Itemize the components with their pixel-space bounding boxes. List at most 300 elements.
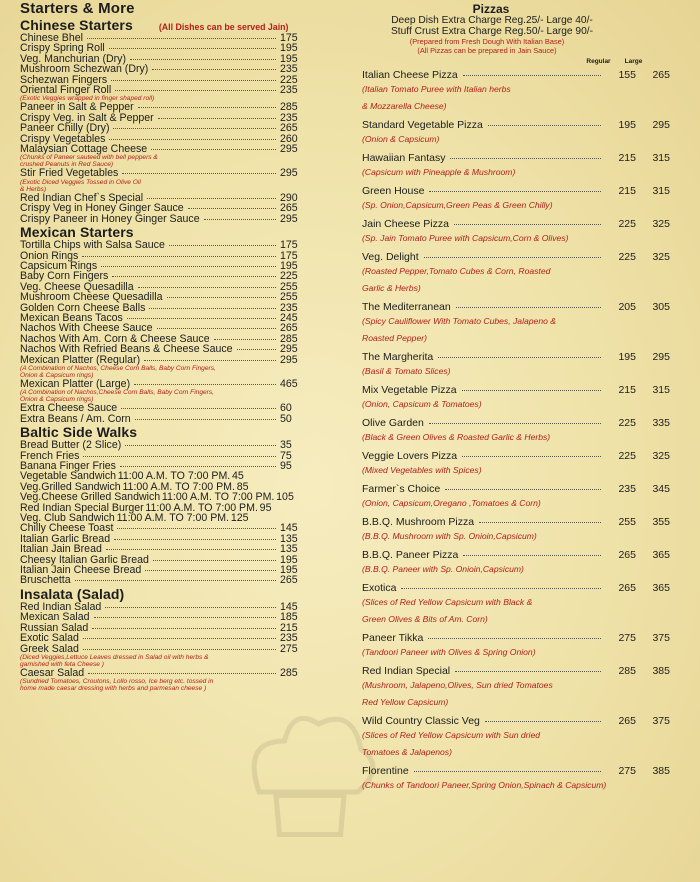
item-price: 95 — [259, 501, 272, 514]
pizza-description: (Slices of Red Yellow Capsicum with Black & — [362, 597, 533, 608]
item-description: crushed Peanuts in Red Sauce) — [20, 161, 114, 169]
item-name: Mexican Platter (Large) — [20, 377, 131, 390]
dot-leader — [214, 339, 276, 340]
pizza-item — [362, 516, 692, 545]
pizza-description: (Tandoori Paneer with Olives & Spring Onion) — [362, 647, 536, 658]
item-price: 275 — [280, 642, 298, 655]
large-price: 295 — [652, 351, 670, 364]
item-time: 11:00 A.M. TO 7:00 PM. — [161, 491, 275, 504]
starters-column — [20, 0, 320, 692]
regular-price: 155 — [618, 69, 636, 82]
item-price: 295 — [280, 167, 298, 180]
pizza-description: (Roasted Pepper,Tomato Cubes & Corn, Roasted — [362, 266, 551, 277]
pizza-row — [362, 251, 692, 263]
dot-leader — [204, 219, 276, 220]
item-price: 195 — [280, 259, 298, 272]
item-description: (A Combination of Nachos,Cheese Corn Balls, Baby Corn Fingers, — [20, 389, 214, 397]
menu-item — [20, 240, 320, 250]
item-name: Mushroom Cheese Quesadilla — [20, 291, 163, 304]
dot-leader — [167, 297, 277, 298]
regular-price: 265 — [618, 582, 636, 595]
pizza-row — [362, 301, 692, 313]
pizza-row — [362, 665, 692, 677]
pizza-description: Garlic & Herbs) — [362, 283, 421, 294]
pizza-item — [362, 417, 692, 446]
item-price: 45 — [232, 470, 244, 483]
dot-leader — [485, 721, 601, 722]
pizza-description: (Onion, Capsicum & Tomatoes) — [362, 399, 482, 410]
item-name: Caesar Salad — [20, 666, 85, 679]
large-price: 355 — [652, 516, 670, 529]
menu-item — [20, 355, 320, 365]
item-name: Crispy Spring Roll — [20, 42, 105, 55]
regular-price: 275 — [618, 765, 636, 778]
dot-leader — [152, 69, 276, 70]
section-title: Chinese Starters — [20, 17, 133, 33]
item-name: Nachos With Am. Corn & Cheese Sauce — [20, 332, 210, 345]
pizza-description: (Onion, Capsicum,Oregano ,Tomatoes & Corn) — [362, 498, 541, 509]
size-column-headers — [362, 58, 651, 65]
dot-leader — [479, 522, 601, 523]
item-name: Mushroom Schezwan (Dry) — [20, 63, 149, 76]
dot-leader — [429, 423, 601, 424]
item-name: Baby Corn Fingers — [20, 270, 109, 283]
regular-price: 265 — [618, 715, 636, 728]
dot-leader — [92, 628, 276, 629]
item-description: (Chunks of Paneer sauteed with bell peppers & — [20, 154, 158, 162]
pizza-item — [362, 665, 692, 711]
pizza-description: (Chunks of Tandoori Paneer,Spring Onion,Spinach & Capsicum) — [362, 780, 607, 791]
section-note: (All Dishes can be served Jain) — [158, 22, 289, 32]
pizza-row — [362, 715, 692, 727]
item-name: Paneer Chilly (Dry) — [20, 122, 110, 135]
pizza-name: The Margherita — [362, 351, 434, 364]
item-price: 285 — [280, 101, 298, 114]
dot-leader — [83, 649, 276, 650]
item-time: 11:00 A.M. TO 7:00 PM. — [122, 480, 235, 493]
dot-leader — [83, 638, 276, 639]
pizza-item — [362, 549, 692, 578]
item-name: Mexican Salad — [20, 611, 90, 624]
regular-price: 225 — [618, 450, 636, 463]
dot-leader — [117, 528, 276, 529]
dot-leader — [138, 287, 276, 288]
item-price: 235 — [280, 301, 298, 314]
dot-leader — [450, 158, 601, 159]
item-price: 285 — [280, 666, 298, 679]
item-description: (Sundried Tomatoes, Croutons, Lollo rosso, Ice berg etc. tossed in — [20, 678, 214, 686]
pizza-row — [362, 185, 692, 197]
large-price: 315 — [652, 384, 670, 397]
dot-leader — [130, 59, 276, 60]
dot-leader — [88, 673, 276, 674]
item-price: 215 — [280, 621, 298, 634]
dot-leader — [144, 360, 276, 361]
item-price: 135 — [280, 543, 298, 556]
item-description: (Exotic Diced Veggies Tossed in Olive Oil — [20, 178, 141, 186]
pizza-row — [362, 549, 692, 561]
pizza-name: The Mediterranean — [362, 301, 451, 314]
item-price: 265 — [280, 322, 298, 335]
pizza-row — [362, 582, 692, 594]
pizza-name: B.B.Q. Paneer Pizza — [362, 549, 459, 562]
regular-price: 225 — [618, 417, 636, 430]
pizza-description: (Sp. Jain Tomato Puree with Capsicum,Corn & Olives) — [362, 233, 569, 244]
dot-leader — [455, 671, 601, 672]
item-price: 195 — [280, 42, 298, 55]
pizza-name: Veg. Delight — [362, 251, 419, 264]
dot-leader — [145, 570, 276, 571]
section-header — [20, 424, 320, 440]
dot-leader — [120, 466, 276, 467]
dot-leader — [111, 80, 276, 81]
dot-leader — [83, 456, 276, 457]
item-price: 285 — [280, 332, 298, 345]
item-name: Red Indian Special Burger — [20, 501, 144, 514]
item-name: Red Indian Chef`s Special — [20, 191, 144, 204]
pizza-row — [362, 218, 692, 230]
pizza-item — [362, 185, 692, 214]
item-name: Mexican Platter (Regular) — [20, 353, 141, 366]
dot-leader — [151, 149, 276, 150]
item-name: Italian Garlic Bread — [20, 532, 111, 545]
regular-price: 275 — [618, 632, 636, 645]
item-time: 11:00 A.M. TO 7:00 PM. — [117, 470, 231, 483]
item-description: home made caesar dressing with herbs and parmesan cheese ) — [20, 685, 207, 693]
pizza-name: Standard Vegetable Pizza — [362, 119, 483, 132]
item-name: Golden Corn Cheese Balls — [20, 301, 146, 314]
pizza-name: Green House — [362, 185, 425, 198]
menu-item — [20, 644, 320, 654]
charge-note: Stuff Crust Extra Charge Reg.50/- Large 90/- — [391, 25, 593, 37]
large-price: 265 — [652, 69, 670, 82]
item-description: Onion & Capsicum rings) — [20, 371, 94, 379]
pizza-name: Italian Cheese Pizza — [362, 69, 458, 82]
dot-leader — [135, 419, 276, 420]
regular-price: 225 — [618, 218, 636, 231]
dot-leader — [188, 208, 276, 209]
item-price: 175 — [280, 32, 298, 44]
item-name: Veg. Club Sandwich — [20, 512, 115, 525]
regular-price: 225 — [618, 251, 636, 264]
item-name: Red Indian Salad — [20, 600, 102, 613]
dot-leader — [105, 607, 276, 608]
large-price: 385 — [652, 765, 670, 778]
large-price: 335 — [652, 417, 670, 430]
large-price: 375 — [652, 715, 670, 728]
dot-leader — [125, 445, 276, 446]
item-name: Stir Fried Vegetables — [20, 167, 119, 180]
dot-leader — [428, 638, 601, 639]
item-name: Onion Rings — [20, 249, 79, 262]
pizza-list — [362, 69, 692, 794]
item-price: 225 — [280, 73, 298, 86]
item-name: Crispy Veg in Honey Ginger Sauce — [20, 202, 184, 215]
pizza-description: Red Yellow Capsicum) — [362, 697, 449, 708]
pizza-row — [362, 384, 692, 396]
pizza-name: Wild Country Classic Veg — [362, 715, 480, 728]
item-name: Russian Salad — [20, 621, 89, 634]
item-price: 95 — [280, 460, 292, 472]
menu-item — [20, 292, 320, 302]
item-description: & Herbs) — [20, 185, 47, 193]
dot-leader — [153, 560, 276, 561]
dot-leader — [75, 580, 276, 581]
item-description: (Diced Veggies,Lettuce Leaves dressed in Salad oil with herbs & — [20, 653, 209, 661]
dot-leader — [106, 549, 276, 550]
pizza-item — [362, 632, 692, 661]
section-header — [20, 224, 320, 240]
dot-leader — [463, 75, 601, 76]
regular-price: 255 — [618, 516, 636, 529]
pizza-item — [362, 351, 692, 380]
item-price: 85 — [236, 480, 249, 493]
item-name: Veg.Cheese Grilled Sandwich — [20, 491, 161, 504]
dot-leader — [429, 191, 601, 192]
large-price: 365 — [652, 549, 670, 562]
regular-price: 215 — [618, 152, 636, 165]
menu-item — [20, 168, 320, 178]
menu-item — [20, 633, 320, 643]
regular-header: Regular — [586, 58, 611, 66]
item-name: Banana Finger Fries — [20, 460, 116, 472]
pizza-description: (Black & Green Olives & Roasted Garlic & Herbs) — [362, 432, 551, 443]
dot-leader — [82, 256, 276, 257]
large-price: 375 — [652, 632, 670, 645]
dot-leader — [101, 266, 276, 267]
item-name: Cheesy Italian Garlic Bread — [20, 553, 149, 566]
dot-leader — [445, 489, 601, 490]
large-price: 325 — [652, 450, 670, 463]
item-name: French Fries — [20, 449, 80, 462]
large-price: 325 — [652, 251, 670, 264]
menu-item — [20, 144, 320, 154]
dot-leader — [127, 318, 276, 319]
pizza-row — [362, 351, 692, 363]
pizza-description: (Basil & Tomato Slices) — [362, 366, 451, 377]
pizza-row — [362, 632, 692, 644]
dot-leader — [94, 617, 277, 618]
item-name: Malaysian Cottage Cheese — [20, 143, 148, 156]
item-name: Extra Cheese Sauce — [20, 402, 118, 415]
item-name: Capsicum Rings — [20, 259, 98, 272]
item-price: 145 — [280, 600, 298, 613]
pizza-name: Veggie Lovers Pizza — [362, 450, 458, 463]
dot-leader — [122, 173, 276, 174]
item-name: Chilly Cheese Toast — [20, 522, 114, 535]
dot-leader — [462, 456, 601, 457]
item-price: 195 — [280, 52, 298, 65]
item-name: Italian Jain Cheese Bread — [20, 564, 142, 577]
item-price: 295 — [280, 343, 298, 356]
pizza-note: (Prepared from Fresh Dough With Italian Base) — [409, 37, 565, 47]
page-title: Starters & More — [20, 0, 135, 17]
item-name: Crispy Paneer in Honey Ginger Sauce — [20, 212, 200, 225]
item-price: 295 — [280, 212, 298, 225]
item-price: 185 — [280, 611, 298, 624]
regular-price: 265 — [618, 549, 636, 562]
item-name: Veg.Grilled Sandwich — [20, 480, 121, 493]
menu-item — [20, 575, 320, 585]
pizza-name: B.B.Q. Mushroom Pizza — [362, 516, 475, 529]
item-price: 255 — [280, 280, 298, 293]
section-title: Insalata (Salad) — [20, 585, 125, 602]
dot-leader — [237, 349, 276, 350]
pizza-description: Green Olives & Bits of Am. Corn) — [362, 614, 488, 625]
item-name: Veg. Cheese Quesadilla — [20, 280, 134, 293]
item-price: 255 — [280, 291, 298, 304]
regular-price: 195 — [618, 351, 636, 364]
dot-leader — [424, 257, 601, 258]
pizza-name: Florentine — [362, 765, 409, 778]
pizza-item — [362, 251, 692, 297]
regular-price: 235 — [618, 483, 636, 496]
dot-leader — [169, 245, 276, 246]
pizza-item — [362, 715, 692, 761]
pizza-item — [362, 69, 692, 115]
item-name: Oriental Finger Roll — [20, 84, 112, 97]
pizza-description: (Onion & Capsicum) — [362, 134, 440, 145]
dot-leader — [109, 139, 276, 140]
pizzas-column — [362, 0, 692, 794]
item-name: Vegetable Sandwich — [20, 470, 117, 483]
section-header — [20, 586, 320, 602]
pizza-name: Exotica — [362, 582, 397, 595]
charge-note: Deep Dish Extra Charge Reg.25/- Large 40/- — [391, 15, 593, 26]
item-name: Greek Salad — [20, 642, 79, 655]
menu-item — [20, 668, 320, 678]
item-price: 265 — [280, 122, 298, 135]
item-description: garnished with feta Cheese ) — [20, 660, 104, 668]
large-price: 365 — [652, 582, 670, 595]
pizza-description: (B.B.Q. Mushroom with Sp. Onioin,Capsicum) — [362, 531, 537, 542]
pizza-name: Paneer Tikka — [362, 632, 424, 645]
menu-item — [20, 214, 320, 224]
pizza-name: Mix Vegetable Pizza — [362, 384, 457, 397]
dot-leader — [454, 224, 601, 225]
dot-leader — [157, 328, 277, 329]
pizza-item — [362, 384, 692, 413]
item-price: 105 — [276, 491, 294, 504]
dot-leader — [115, 90, 276, 91]
item-price: 125 — [230, 512, 249, 525]
section-title: Mexican Starters — [20, 224, 134, 241]
pizza-item — [362, 582, 692, 628]
dot-leader — [121, 408, 276, 409]
item-price: 225 — [280, 270, 298, 283]
dot-leader — [149, 308, 276, 309]
item-name: Chinese Bhel — [20, 32, 84, 44]
dot-leader — [87, 38, 276, 39]
pizza-name: Farmer`s Choice — [362, 483, 441, 496]
dot-leader — [138, 107, 276, 108]
pizza-note: (All Pizzas can be prepared in Jain Sauce) — [417, 46, 557, 56]
item-price: 295 — [280, 143, 298, 156]
pizza-description: (B.B.Q. Paneer with Sp. Onioin,Capsicum) — [362, 564, 524, 575]
menu-item — [20, 379, 320, 389]
pizza-name: Jain Cheese Pizza — [362, 218, 449, 231]
item-price: 50 — [280, 412, 292, 425]
large-price: 385 — [652, 665, 670, 678]
item-price: 265 — [280, 202, 298, 215]
dot-leader — [109, 48, 276, 49]
item-description: (Exotic Veggies wrapped in finger shaped roll) — [20, 95, 155, 103]
item-description: (A Combination of Nachos, Cheese Corn Balls, Baby Corn Fingers, — [20, 364, 216, 372]
pizza-description: (Sp. Onion,Capsicum,Green Peas & Green Chilly) — [362, 200, 553, 211]
pizza-description: (Mixed Vegetables with Spices) — [362, 465, 482, 476]
item-time: 11:00 A.M. TO 7:00 PM. — [116, 512, 230, 525]
pizza-row — [362, 450, 692, 462]
dot-leader — [114, 539, 276, 540]
pizza-row — [362, 516, 692, 528]
large-price: 315 — [652, 152, 670, 165]
item-price: 60 — [280, 402, 292, 415]
menu-item — [20, 414, 320, 424]
item-name: Bread Butter (2 Slice) — [20, 439, 122, 452]
item-name: Italian Jain Bread — [20, 543, 102, 556]
pizza-description: (Italian Tomato Puree with Italian herbs — [362, 84, 511, 95]
dot-leader — [147, 198, 276, 199]
menu-item — [20, 344, 320, 354]
dot-leader — [462, 390, 601, 391]
item-time: 11:00 A.M. TO 7:00 PM. — [145, 501, 258, 514]
pizza-item — [362, 483, 692, 512]
pizza-item — [362, 301, 692, 347]
regular-price: 215 — [618, 384, 636, 397]
pizza-name: Hawaiian Fantasy — [362, 152, 446, 165]
regular-price: 285 — [618, 665, 636, 678]
item-name: Tortilla Chips with Salsa Sauce — [20, 239, 165, 252]
item-description: Onion & Capsicum rings) — [20, 396, 94, 404]
dot-leader — [488, 125, 601, 126]
pizza-description: (Capsicum with Pineapple & Mushroom) — [362, 167, 516, 178]
dot-leader — [456, 307, 601, 308]
item-price: 295 — [280, 353, 298, 366]
pizza-description: & Mozzarella Cheese) — [362, 101, 447, 112]
pizza-row — [362, 152, 692, 164]
pizza-item — [362, 119, 692, 148]
item-name: Mexican Beans Tacos — [20, 311, 123, 324]
regular-price: 195 — [618, 119, 636, 132]
item-price: 265 — [280, 574, 298, 587]
large-price: 305 — [652, 301, 670, 314]
regular-price: 205 — [618, 301, 636, 314]
item-price: 35 — [280, 439, 292, 452]
item-price: 195 — [280, 553, 298, 566]
item-name: Nachos With Refried Beans & Cheese Sauce — [20, 343, 233, 356]
dot-leader — [438, 357, 601, 358]
section-title: Baltic Side Walks — [20, 424, 138, 441]
item-price: 290 — [280, 191, 298, 204]
pizza-row — [362, 483, 692, 495]
pizza-name: Olive Garden — [362, 417, 424, 430]
pizza-row — [362, 69, 692, 81]
dot-leader — [414, 771, 601, 772]
dot-leader — [112, 276, 276, 277]
item-name: Paneer in Salt & Pepper — [20, 101, 134, 114]
dot-leader — [401, 588, 601, 589]
pizza-item — [362, 152, 692, 181]
pizza-item — [362, 218, 692, 247]
pizza-description: Roasted Pepper) — [362, 333, 427, 344]
item-name: Crispy Veg. in Salt & Pepper — [20, 111, 154, 124]
pizza-name: Red Indian Special — [362, 665, 451, 678]
item-name: Nachos With Cheese Sauce — [20, 322, 153, 335]
item-name: Exotic Salad — [20, 632, 79, 645]
dot-leader — [158, 118, 276, 119]
regular-price: 215 — [618, 185, 636, 198]
item-price: 235 — [280, 63, 298, 76]
